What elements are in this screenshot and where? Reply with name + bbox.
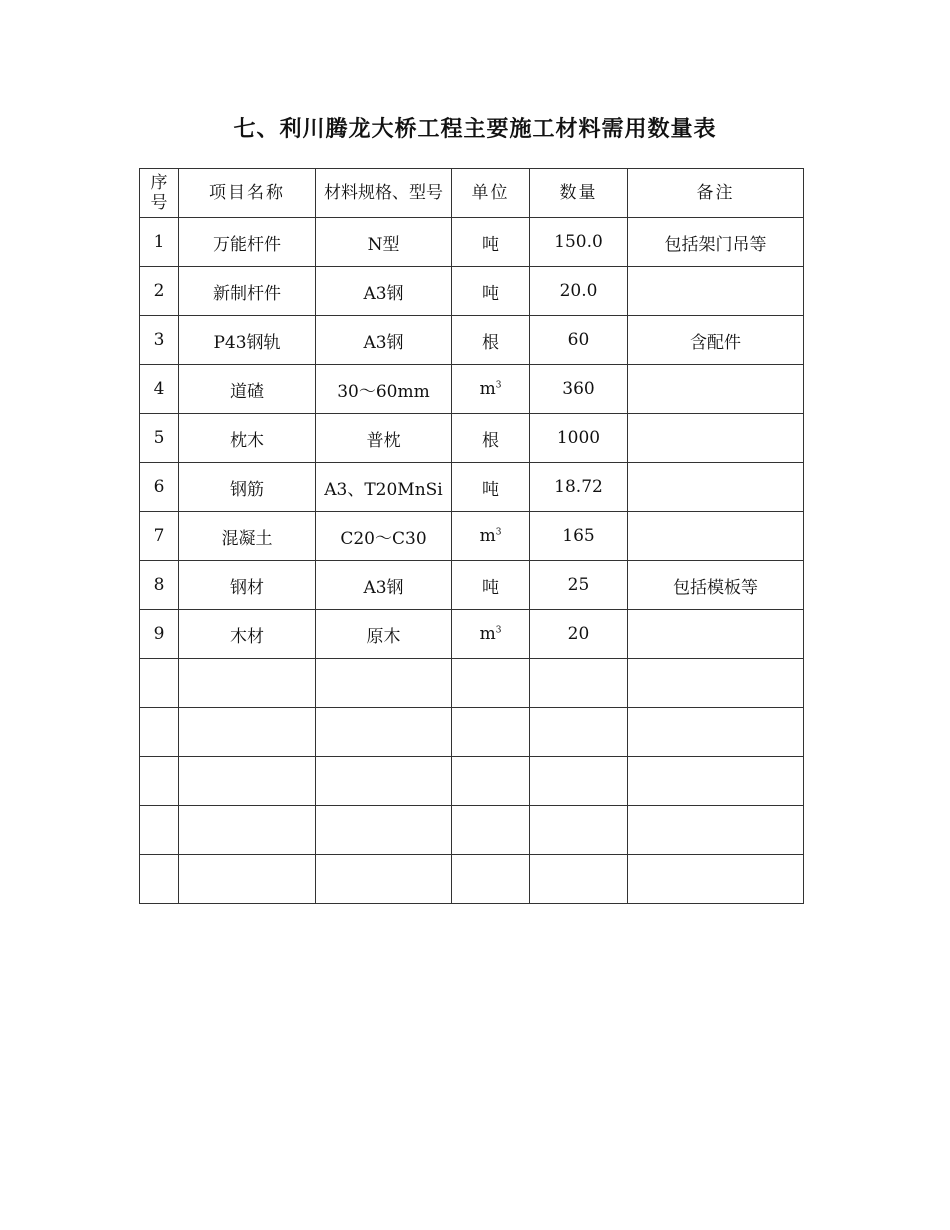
unit-text: 吨 [482, 577, 499, 598]
cell-qty: 25 [530, 561, 628, 610]
cell-spec: 30～60mm [316, 365, 452, 414]
cell-unit [452, 267, 530, 316]
cell-seq: 2 [140, 267, 179, 316]
header-qty: 数量 [530, 169, 628, 218]
cell-seq: 7 [140, 512, 179, 561]
header-name: 项目名称 [179, 169, 316, 218]
cell-note [628, 659, 804, 708]
cell-seq: 9 [140, 610, 179, 659]
cell-seq [140, 708, 179, 757]
cell-note [628, 365, 804, 414]
cell-qty: 150.0 [530, 218, 628, 267]
cell-qty: 1000 [530, 414, 628, 463]
cell-note [628, 757, 804, 806]
cell-spec: A3钢 [316, 561, 452, 610]
cell-seq [140, 855, 179, 904]
cell-name [179, 757, 316, 806]
table-row [140, 757, 804, 806]
cell-name: 万能杆件 [179, 218, 316, 267]
cell-name [179, 855, 316, 904]
table-row [140, 708, 804, 757]
page-title: 七、利川腾龙大桥工程主要施工材料需用数量表 [233, 116, 717, 142]
cell-name: 新制杆件 [179, 267, 316, 316]
header-spec: 材料规格、型号 [316, 169, 452, 218]
cell-name: 枕木 [179, 414, 316, 463]
cell-note [628, 806, 804, 855]
cell-name: 木材 [179, 610, 316, 659]
header-unit: 单位 [452, 169, 530, 218]
table-row [140, 610, 804, 659]
cell-qty [530, 708, 628, 757]
table-row [140, 659, 804, 708]
cell-unit [452, 463, 530, 512]
cell-unit [452, 316, 530, 365]
cell-name [179, 659, 316, 708]
cell-name: 钢筋 [179, 463, 316, 512]
cell-spec: A3、T20MnSi [316, 463, 452, 512]
cell-note [628, 708, 804, 757]
table-row [140, 806, 804, 855]
cell-name [179, 806, 316, 855]
cell-qty: 20.0 [530, 267, 628, 316]
cell-name: 钢材 [179, 561, 316, 610]
unit-text: m [479, 379, 496, 399]
cell-spec [316, 855, 452, 904]
table-row [140, 463, 804, 512]
unit-text: 根 [482, 332, 499, 353]
cell-spec [316, 757, 452, 806]
header-seq: 序号 [140, 169, 179, 218]
cell-spec: A3钢 [316, 267, 452, 316]
cell-seq [140, 757, 179, 806]
cell-unit [452, 855, 530, 904]
cell-unit [452, 610, 530, 659]
table-body [140, 218, 804, 904]
cell-seq: 8 [140, 561, 179, 610]
cell-spec [316, 659, 452, 708]
cell-seq [140, 806, 179, 855]
cell-seq [140, 659, 179, 708]
cell-unit [452, 561, 530, 610]
cell-qty [530, 806, 628, 855]
table-row [140, 218, 804, 267]
cell-name [179, 708, 316, 757]
cell-qty: 360 [530, 365, 628, 414]
table-row [140, 316, 804, 365]
cell-seq: 4 [140, 365, 179, 414]
cell-spec [316, 708, 452, 757]
unit-text: m [479, 624, 496, 644]
cell-spec: 普枕 [316, 414, 452, 463]
cell-note: 包括模板等 [628, 561, 804, 610]
cell-spec: N型 [316, 218, 452, 267]
cell-seq: 6 [140, 463, 179, 512]
cell-spec [316, 806, 452, 855]
cell-unit [452, 218, 530, 267]
cell-unit [452, 414, 530, 463]
cell-unit [452, 365, 530, 414]
cell-qty [530, 757, 628, 806]
table-row [140, 267, 804, 316]
cell-note [628, 414, 804, 463]
cell-qty: 18.72 [530, 463, 628, 512]
cell-seq: 3 [140, 316, 179, 365]
unit-text: 根 [482, 430, 499, 451]
table-row [140, 855, 804, 904]
cell-qty [530, 659, 628, 708]
cell-spec: 原木 [316, 610, 452, 659]
cell-note [628, 512, 804, 561]
table-row [140, 414, 804, 463]
cell-qty: 165 [530, 512, 628, 561]
cell-unit [452, 708, 530, 757]
unit-text: 吨 [482, 234, 499, 255]
cell-note [628, 463, 804, 512]
cell-spec: A3钢 [316, 316, 452, 365]
table-row [140, 561, 804, 610]
table-header-row [140, 169, 804, 218]
cell-note: 包括架门吊等 [628, 218, 804, 267]
cell-note [628, 267, 804, 316]
cell-qty: 20 [530, 610, 628, 659]
materials-table [139, 168, 804, 904]
table-row [140, 365, 804, 414]
cell-unit [452, 659, 530, 708]
unit-text: 吨 [482, 479, 499, 500]
unit-superscript: 3 [495, 380, 502, 391]
cell-qty [530, 855, 628, 904]
cell-seq: 5 [140, 414, 179, 463]
unit-superscript: 3 [495, 625, 502, 636]
unit-text: 吨 [482, 283, 499, 304]
unit-text: m [479, 526, 496, 546]
cell-name: P43钢轨 [179, 316, 316, 365]
cell-qty: 60 [530, 316, 628, 365]
cell-spec: C20～C30 [316, 512, 452, 561]
cell-unit [452, 757, 530, 806]
cell-note [628, 855, 804, 904]
cell-name: 道碴 [179, 365, 316, 414]
header-note: 备注 [628, 169, 804, 218]
cell-name: 混凝土 [179, 512, 316, 561]
cell-note: 含配件 [628, 316, 804, 365]
table-row [140, 512, 804, 561]
cell-note [628, 610, 804, 659]
cell-unit [452, 806, 530, 855]
cell-unit [452, 512, 530, 561]
cell-seq: 1 [140, 218, 179, 267]
unit-superscript: 3 [495, 527, 502, 538]
